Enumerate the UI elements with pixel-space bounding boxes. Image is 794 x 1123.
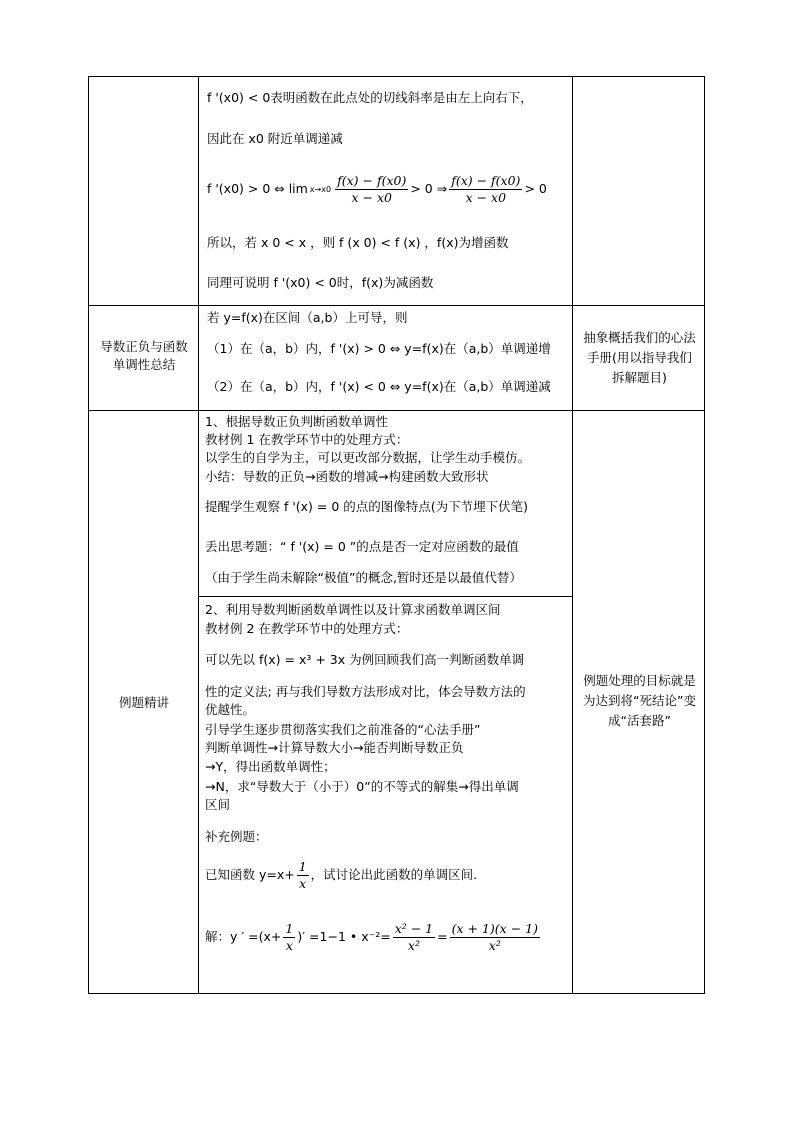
example2-method: 教材例 2 在教学环节中的处理方式：: [205, 621, 409, 636]
row2-line3: （2）在（a，b）内，f '(x) < 0 ⇔ y=f(x)在（a,b）单调递减: [207, 379, 551, 394]
supplementary-problem: 已知函数 y=x+ $\frac{1}{x}$ ，试讨论出此函数的单调区间.: [205, 859, 478, 891]
difference-quotient-2: $\frac{f(x) - f(x0)}{x - x0}$: [451, 173, 521, 205]
solution-fraction-1: $\frac{\text{x² − 1}}{\text{x²}}$: [394, 921, 434, 953]
example1-summary: 小结：导数的正负→函数的增减→构建函数大致形状: [205, 469, 489, 484]
row3-label-cell: [89, 411, 198, 993]
row2-note: 抽象概括我们的心法手册(用以指导我们拆解题目): [583, 330, 696, 385]
example2-cell: [199, 597, 572, 993]
row3-label: 例题精讲: [118, 695, 169, 710]
row2-label-cell: [89, 306, 198, 410]
example1-method: 教材例 1 在教学环节中的处理方式：: [205, 432, 409, 447]
example1-reminder: 提醒学生观察 f '(x) = 0 的点的图像特点(为下节埋下伏笔): [205, 499, 529, 514]
example2-line3: 可以先以 f(x) = x³ + 3x 为例回顾我们高一判断函数单调: [205, 652, 525, 667]
row2-line1: 若 y=f(x)在区间（a,b）上可导，则: [207, 310, 408, 325]
example1-cell: [199, 411, 572, 596]
row1-line4: 所以，若 x 0 < x ，则 f (x 0) < f (x) ，f(x)为增函数: [207, 235, 509, 250]
derivative-expression: f '(x0) > 0 ⇔ lim: [207, 181, 308, 196]
one-over-x-fraction: $\frac{1}{x}$: [298, 859, 307, 891]
row3-note-cell: [573, 411, 704, 993]
row1-line5: 同理可说明 f '(x0) < 0时，f(x)为减函数: [207, 275, 434, 290]
example2-line7: 判断单调性→计算导数大小→能否判断导数正负: [205, 740, 464, 755]
solution-inner-fraction: $\frac{1}{x}$: [285, 921, 294, 953]
row1-content-cell: [199, 77, 572, 305]
example1-line3: 以学生的自学为主，可以更改部分数据，让学生动手模仿。: [205, 450, 531, 465]
example2-line10: 区间: [205, 797, 231, 812]
example2-line6: 引导学生逐步贯彻落实我们之前准备的“心法手册”: [205, 722, 481, 737]
lesson-plan-table: [88, 76, 705, 994]
example2-line5: 优越性。: [205, 702, 256, 717]
example1-question: 丢出思考题：“ f '(x) = 0 ”的点是否一定对应函数的最值: [205, 539, 519, 554]
row2-line2: （1）在（a，b）内，f '(x) > 0 ⇔ y=f(x)在（a,b）单调递增: [207, 341, 551, 356]
example2-line9: →N，求“导数大于（小于）0”的不等式的解集→得出单调: [205, 779, 519, 794]
example2-heading: 2、利用导数判断函数单调性以及计算求函数单调区间: [205, 602, 501, 617]
example1-note: （由于学生尚未解除“极值”的概念,暂时还是以最值代替）: [205, 570, 522, 585]
solution-fraction-2: $\frac{(x + 1)(x - 1)}{\text{x²}}$: [451, 921, 538, 953]
supplementary-solution: 解：y ′ =(x+ $\frac{1}{x}$ )′ =1−1 • x⁻²= $\frac{\text{x² − 1}}{\text{x²}}$ = $\frac{(x + 1)(x - 1)}{\text{x²}}$: [205, 921, 538, 953]
row3-note: 例题处理的目标就是为达到将“死结论”变成“活套路”: [583, 673, 696, 728]
difference-quotient: $\frac{f(x) - f(x0)}{x - x0}$: [337, 173, 407, 205]
example1-heading: 1、根据导数正负判断函数单调性: [205, 414, 388, 429]
row2-note-cell: [573, 306, 704, 410]
limit-subscript: x→x0: [309, 184, 332, 194]
example2-line4: 性的定义法; 再与我们导数方法形成对比，体会导数方法的: [205, 684, 526, 699]
supplementary-heading: 补充例题：: [205, 829, 268, 844]
row2-content-cell: [199, 306, 572, 410]
row2-label: 导数正负与函数单调性总结: [100, 339, 188, 372]
row1-line2: 因此在 x0 附近单调递减: [207, 131, 343, 146]
row1-line3: f '(x0) > 0 ⇔ lim x→x0 $\frac{f(x) - f(x0)}{x - x0}$ > 0 ⇒ $\frac{f(x) - f(x0)}{x - x0}$ > 0: [207, 173, 547, 205]
row1-line1: f '(x0) < 0表明函数在此点处的切线斜率是由左上向右下，: [207, 90, 533, 105]
example2-line8: →Y，得出函数单调性；: [205, 759, 336, 774]
